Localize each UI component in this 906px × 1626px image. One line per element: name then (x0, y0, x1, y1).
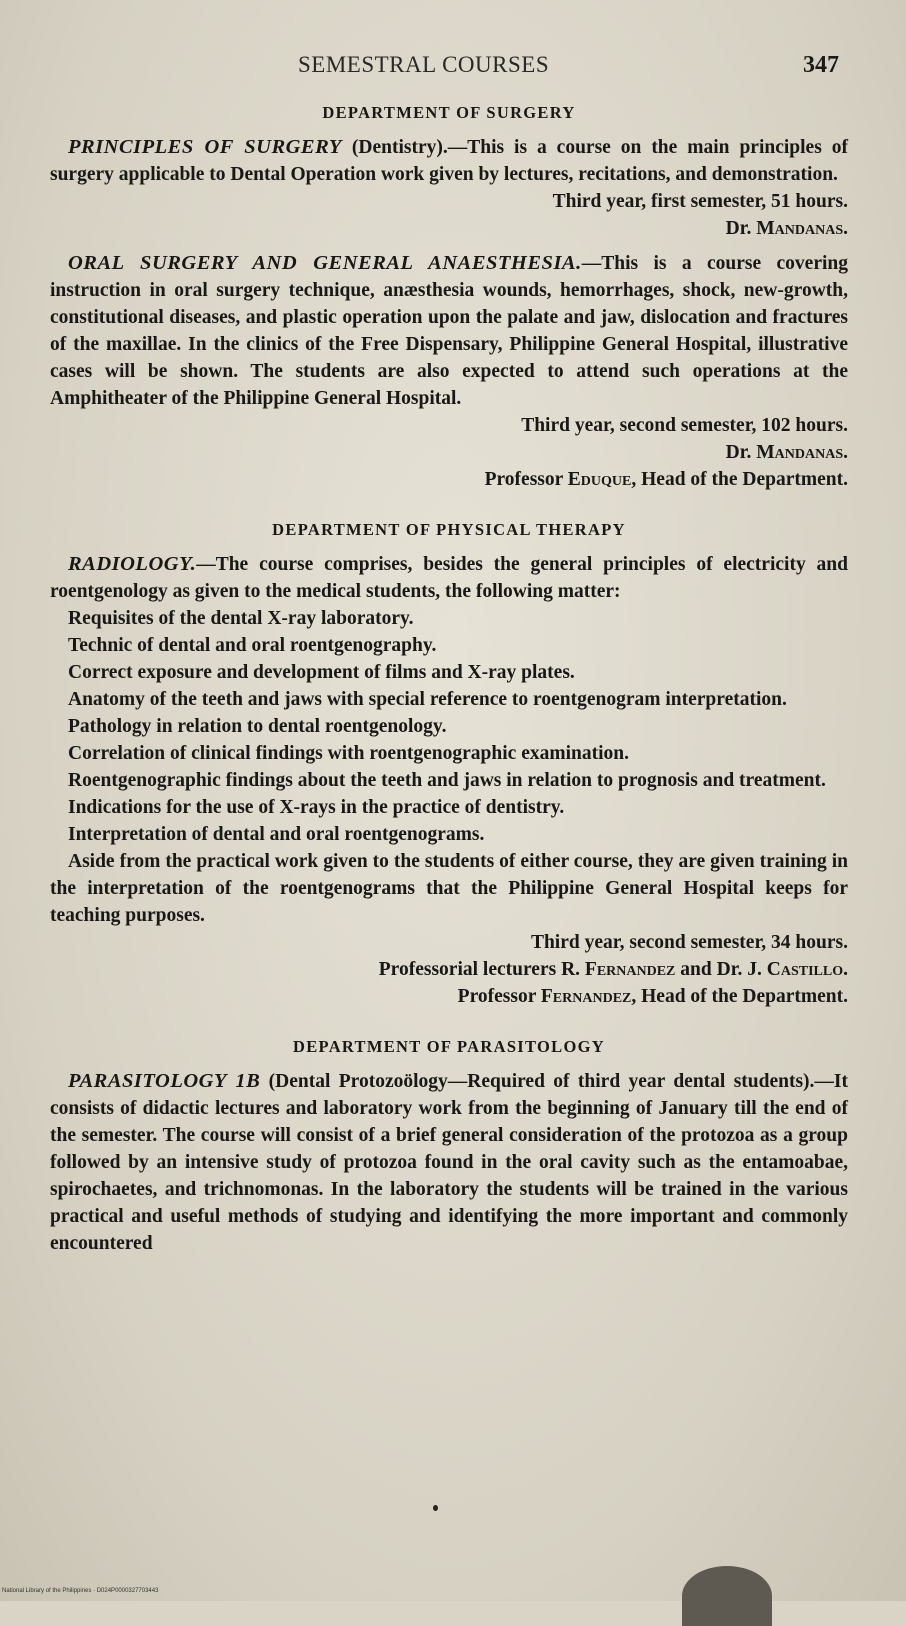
head-suffix: , Head of the Department. (631, 469, 848, 490)
list-item: Aside from the practical work given to the students of either course, they are given training in the interpretation of the roentgenograms that the Philippine General Hospital keeps for teaching purposes. (50, 851, 848, 926)
course-description (50, 250, 848, 412)
list-item: Correlation of clinical findings with roentgenographic examination. (68, 743, 629, 764)
course-instructor (50, 439, 848, 466)
course-lecturers (50, 956, 848, 983)
list-item: Technic of dental and oral roentgenography. (68, 635, 437, 656)
department-head (50, 983, 848, 1010)
course-description (50, 1068, 848, 1257)
head-suffix: , Head of the Department. (631, 986, 848, 1007)
page-body (50, 100, 848, 1257)
instructor-name: Mandanas. (756, 218, 848, 239)
lecturers-mid: and Dr. J. (675, 959, 767, 980)
list-item: Anatomy of the teeth and jaws with special reference to roentgenogram interpretation. (68, 689, 787, 710)
head-name: Fernandez (540, 986, 632, 1007)
course-schedule: Third year, first semester, 51 hours. (552, 191, 848, 212)
list-item: Interpretation of dental and oral roentgenograms. (68, 824, 485, 845)
course-body: (Dentistry).—This is a course on the main principles of surgery applicable to Dental Operation work given by lectures, recitations, and demonstration. (50, 137, 848, 185)
course-schedule: Third year, second semester, 102 hours. (521, 415, 848, 436)
head-prefix: Professor (484, 469, 568, 490)
instructor-prefix: Dr. (725, 218, 757, 239)
course-body: (Dental Protozoölogy—Required of third year dental students).—It consists of didactic lectures and laboratory work from the beginning of January till the end of the semester. The course will consist of a brief general consideration of the protozoa as a group followed by an intensive study of protozoa found in the oral cavity such as the entamoabae, spirochaetes, and trichnomonas. In the laboratory the students will be trained in the various practical and useful methods of studying and identifying the more important and commonly encountered (50, 1071, 849, 1254)
lecturer-name: Castillo. (766, 959, 848, 980)
list-item: Pathology in relation to dental roentgenology. (68, 716, 447, 737)
course-description (50, 134, 848, 188)
course-body: —This is a course covering instruction in oral surgery technique, anæsthesia wounds, hemorrhages, shock, new-growth, constitutional diseases, and plastic operation upon the palate and jaw, dislocation and fractures of the maxillae. In the clinics of the Free Dispensary, Philippine General Hospital, illustrative cases will be shown. The students are also expected to attend such operations at the Amphitheater of the Philippine General Hospital. (50, 253, 848, 409)
list-item: Requisites of the dental X-ray laboratory. (68, 608, 414, 629)
list-item: Roentgenographic findings about the teeth and jaws in relation to prognosis and treatment. (68, 770, 826, 791)
course-body: —The course comprises, besides the general principles of electricity and roentgenology as given to the medical students, the following matter: (50, 554, 848, 602)
lecturers-prefix: Professorial lecturers R. (378, 959, 585, 980)
course-title: RADIOLOGY. (68, 553, 197, 575)
list-item: Correct exposure and development of films and X-ray plates. (68, 662, 575, 683)
course-title: PRINCIPLES OF SURGERY (68, 136, 342, 158)
lecturer-name: Fernandez (584, 959, 676, 980)
course-schedule: Third year, second semester, 34 hours. (530, 932, 848, 953)
head-name: Eduque (567, 469, 632, 490)
list-item: Indications for the use of X-rays in the practice of dentistry. (68, 797, 565, 818)
scan-credit: National Library of the Philippines · D024P0000327703443 (2, 1588, 159, 1594)
head-prefix: Professor (457, 986, 541, 1007)
department-heading-parasitology: DEPARTMENT OF PARASITOLOGY (293, 1037, 605, 1056)
course-title: PARASITOLOGY 1B (68, 1070, 261, 1092)
course-title: ORAL SURGERY AND GENERAL ANAESTHESIA. (68, 252, 582, 274)
instructor-name: Mandanas. (756, 442, 848, 463)
running-head: SEMESTRAL COURSES (298, 52, 550, 77)
page-header (0, 52, 906, 88)
instructor-prefix: Dr. (725, 442, 757, 463)
course-description (50, 551, 848, 605)
department-heading-physical-therapy: DEPARTMENT OF PHYSICAL THERAPY (272, 520, 626, 539)
department-heading-surgery: DEPARTMENT OF SURGERY (322, 103, 576, 122)
ink-speck (433, 1505, 438, 1511)
course-instructor (50, 215, 848, 242)
page-number: 347 (803, 52, 839, 78)
department-head (50, 466, 848, 493)
scanner-thumb-shadow (682, 1566, 772, 1626)
